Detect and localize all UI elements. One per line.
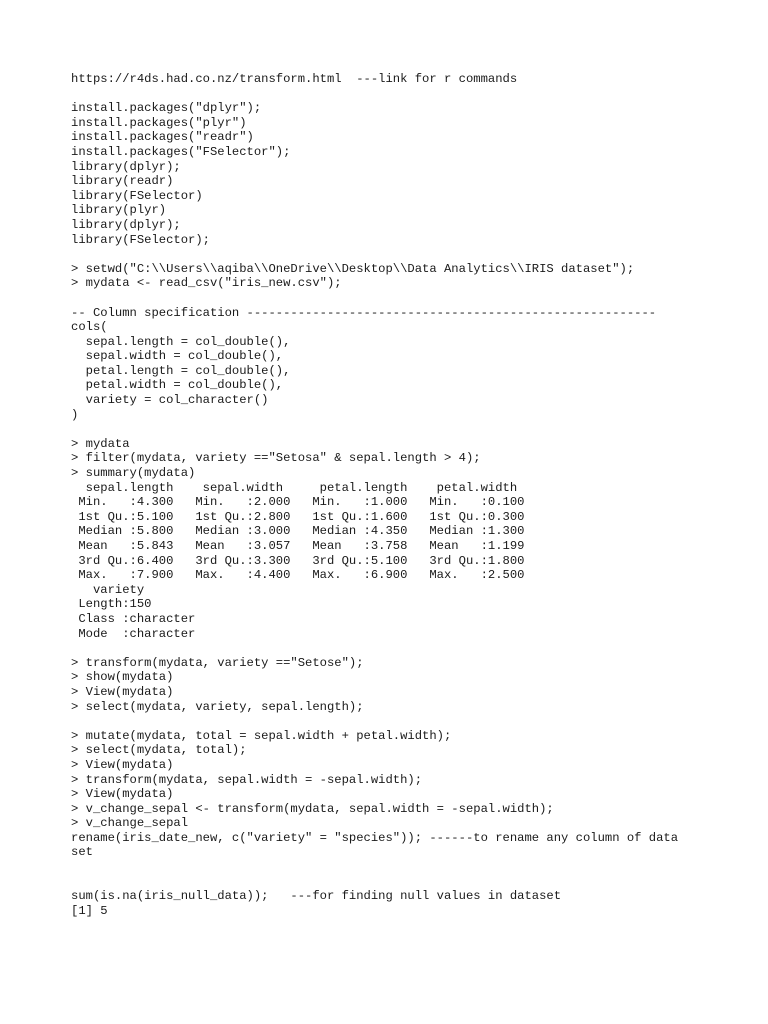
output-line: cols(	[71, 320, 108, 335]
code-line: install.packages("FSelector");	[71, 144, 291, 159]
code-line: rename(iris_date_new, c("variety" = "species")); ------to rename any column of data	[71, 830, 679, 845]
blank-line	[71, 291, 711, 306]
code-line: > select(mydata, variety, sepal.length);	[71, 699, 364, 714]
summary-row: 3rd Qu.:6.400 3rd Qu.:3.300 3rd Qu.:5.100 3rd Qu.:1.800	[71, 553, 525, 568]
code-line: > mydata	[71, 436, 130, 451]
code-line: sum(is.na(iris_null_data)); ---for finding null values in dataset	[71, 889, 562, 904]
code-line: library(dplyr);	[71, 159, 181, 174]
output-line: )	[71, 407, 79, 422]
blank-line	[71, 860, 711, 875]
code-line: > transform(mydata, sepal.width = -sepal.width);	[71, 772, 423, 787]
blank-line	[71, 247, 711, 262]
blank-line	[71, 87, 711, 102]
summary-row: Mode :character	[71, 626, 196, 641]
code-line: > v_change_sepal <- transform(mydata, sepal.width = -sepal.width);	[71, 801, 554, 816]
code-line: library(plyr)	[71, 203, 167, 218]
code-line: > v_change_sepal	[71, 816, 189, 831]
summary-row: Mean :5.843 Mean :3.057 Mean :3.758 Mean :1.199	[71, 539, 525, 553]
summary-header-line: variety	[71, 582, 145, 597]
code-line: > View(mydata)	[71, 757, 174, 772]
code-line: library(readr)	[71, 174, 174, 189]
code-line: library(dplyr);	[71, 217, 181, 232]
summary-row: Median :5.800 Median :3.000 Median :4.350 Median :1.300	[71, 524, 525, 539]
summary-row: Max. :7.900 Max. :4.400 Max. :6.900 Max. :2.500	[71, 568, 525, 583]
output-line: -- Column specification --------------------------------------------------------	[71, 305, 657, 320]
document-page	[71, 72, 711, 918]
blank-line	[71, 422, 711, 437]
code-line: > setwd("C:\\Users\\aqiba\\OneDrive\\Desktop\\Data Analytics\\IRIS dataset");	[71, 261, 635, 276]
output-line: petal.width = col_double(),	[71, 378, 284, 393]
code-line: library(FSelector);	[71, 232, 210, 247]
code-line: > transform(mydata, variety =="Setose");	[71, 655, 364, 670]
code-line: set	[71, 845, 93, 860]
code-line: install.packages("dplyr");	[71, 101, 262, 116]
code-line: > mydata <- read_csv("iris_new.csv");	[71, 276, 342, 291]
blank-line	[71, 641, 711, 656]
summary-row: 1st Qu.:5.100 1st Qu.:2.800 1st Qu.:1.600 1st Qu.:0.300	[71, 509, 525, 524]
code-line: > mutate(mydata, total = sepal.width + petal.width);	[71, 728, 452, 743]
output-line: petal.length = col_double(),	[71, 363, 291, 378]
blank-line	[71, 875, 711, 890]
summary-row: Min. :4.300 Min. :2.000 Min. :1.000 Min. :0.100	[71, 495, 525, 510]
code-line: install.packages("plyr")	[71, 115, 247, 130]
link-line: https://r4ds.had.co.nz/transform.html ---link for r commands	[71, 72, 518, 86]
output-line: [1] 5	[71, 903, 108, 918]
code-line: > View(mydata)	[71, 787, 174, 802]
blank-line	[71, 714, 711, 729]
output-line: sepal.length = col_double(),	[71, 334, 291, 349]
code-line: > show(mydata)	[71, 670, 174, 685]
summary-row: Length:150	[71, 597, 152, 612]
code-line: library(FSelector)	[71, 188, 203, 203]
code-line: > filter(mydata, variety =="Setosa" & sepal.length > 4);	[71, 451, 481, 466]
code-line: install.packages("readr")	[71, 130, 254, 145]
output-line: sepal.width = col_double(),	[71, 349, 284, 364]
code-line: > View(mydata)	[71, 684, 174, 699]
summary-row: Class :character	[71, 611, 196, 626]
summary-header-line: sepal.length sepal.width petal.length petal.width	[71, 480, 518, 495]
code-line: > select(mydata, total);	[71, 743, 247, 758]
output-line: variety = col_character()	[71, 393, 269, 408]
code-line: > summary(mydata)	[71, 466, 196, 481]
